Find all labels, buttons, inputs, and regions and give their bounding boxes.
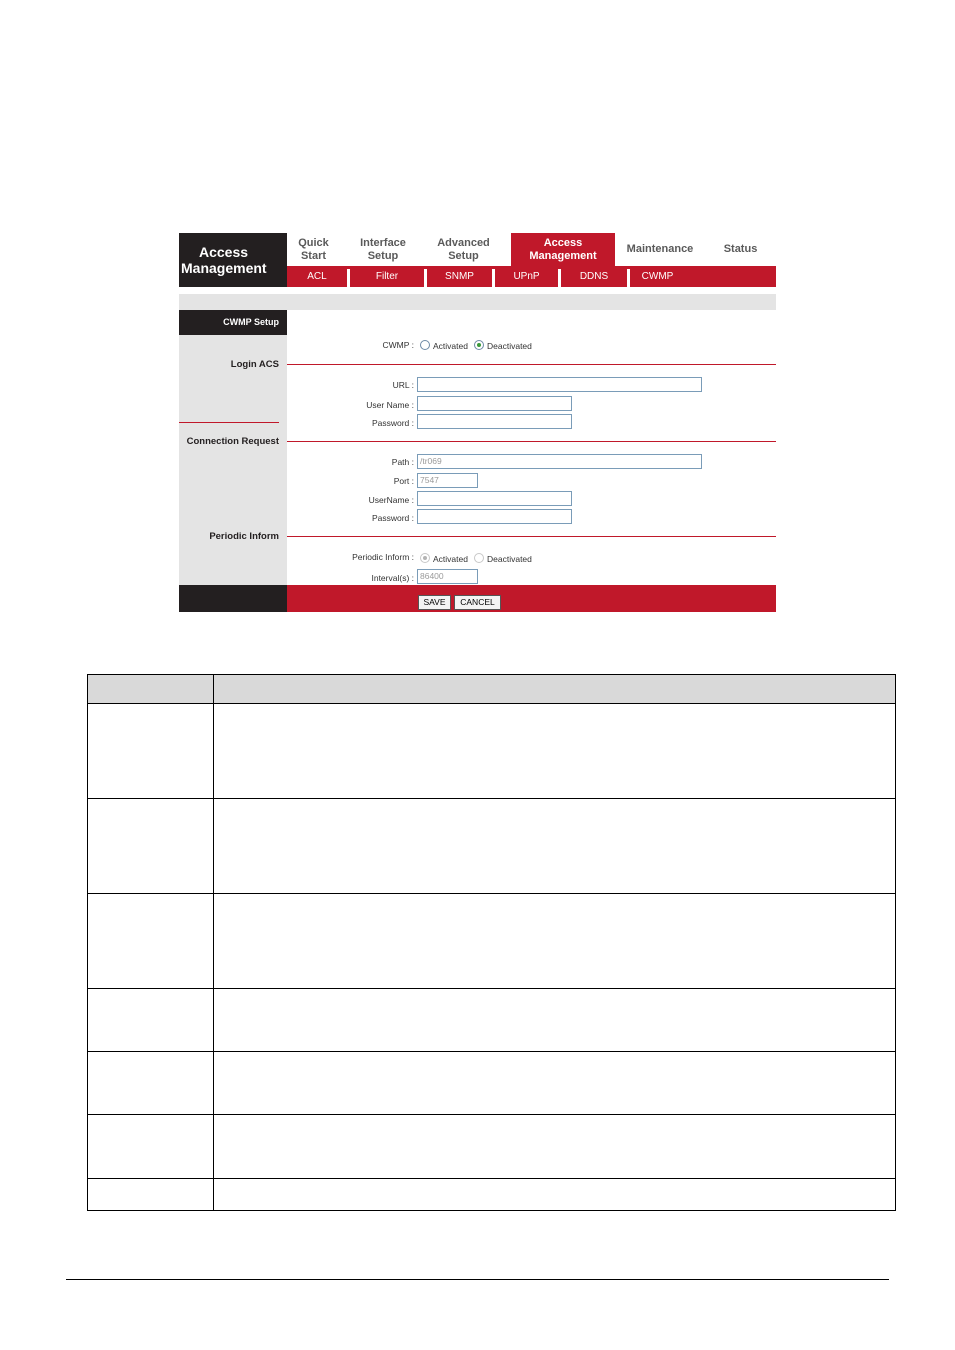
periodic-inform-deactivated-label: Deactivated [487, 554, 532, 564]
periodic-inform-activated-label: Activated [433, 554, 468, 564]
acs-user-name-input[interactable] [417, 396, 572, 411]
parameter-table [87, 674, 896, 1211]
sidebar [179, 310, 287, 585]
cr-user-name-input[interactable] [417, 491, 572, 506]
table-cell [88, 1052, 214, 1115]
path-label: Path : [391, 457, 414, 467]
section-divider [287, 441, 776, 442]
nav-advanced-setup[interactable]: Advanced Setup [437, 236, 490, 262]
sidebar-divider [179, 422, 279, 423]
table-cell [213, 799, 895, 894]
table-row [88, 1115, 896, 1179]
section-divider [287, 364, 776, 365]
table-row [88, 1179, 896, 1211]
subnav-upnp[interactable]: UPnP [513, 271, 540, 282]
nav-interface-setup[interactable]: Interface Setup [360, 236, 406, 262]
port-input[interactable]: 7547 [417, 473, 478, 488]
acs-password-label: Password : [371, 418, 414, 428]
table-header-cell [88, 675, 214, 704]
url-input[interactable] [417, 377, 702, 392]
periodic-inform-activated-radio[interactable] [420, 553, 430, 563]
table-cell [213, 1179, 895, 1211]
table-row [88, 989, 896, 1052]
table-cell [88, 799, 214, 894]
table-cell [213, 1052, 895, 1115]
brand-title [179, 233, 287, 287]
footer-button-bar [287, 585, 776, 612]
cwmp-activated-radio[interactable] [420, 340, 430, 350]
subnav-cwmp[interactable]: CWMP [641, 271, 674, 282]
table-row [88, 799, 896, 894]
nav-quick-start[interactable]: Quick Start [298, 236, 329, 262]
acs-password-input[interactable] [417, 414, 572, 429]
spacer-band [179, 287, 776, 294]
save-button[interactable]: SAVE [418, 595, 451, 610]
nav-maintenance[interactable]: Maintenance [626, 243, 694, 255]
sidebar-header-cwmp-setup: CWMP Setup [179, 310, 287, 335]
table-cell [213, 989, 895, 1052]
table-row [88, 894, 896, 989]
table-row [88, 1052, 896, 1115]
url-label: URL : [392, 380, 414, 390]
table-cell [88, 989, 214, 1052]
periodic-inform-label: Periodic Inform : [352, 552, 414, 562]
cwmp-deactivated-radio[interactable] [474, 340, 484, 350]
table-cell [88, 894, 214, 989]
port-label: Port : [393, 476, 414, 486]
table-header-cell [213, 675, 895, 704]
table-cell [213, 704, 895, 799]
page-footer-rule [66, 1279, 889, 1280]
cancel-button[interactable]: CANCEL [454, 595, 501, 610]
subnav-filter[interactable]: Filter [375, 271, 399, 282]
cr-password-label: Password : [371, 513, 414, 523]
periodic-inform-deactivated-radio[interactable] [474, 553, 484, 563]
nav-access-management[interactable]: Access Management [511, 233, 615, 266]
subnav-ddns[interactable]: DDNS [579, 271, 609, 282]
cwmp-activated-label: Activated [433, 341, 468, 351]
interval-input[interactable]: 86400 [417, 569, 478, 584]
router-config-screenshot [179, 233, 776, 612]
footer-left-bar [179, 585, 287, 612]
sub-navigation [287, 266, 776, 287]
cr-password-input[interactable] [417, 509, 572, 524]
section-login-acs: Login ACS [230, 359, 279, 370]
table-row [88, 704, 896, 799]
table-cell [213, 894, 895, 989]
cr-user-name-label: UserName : [368, 495, 414, 505]
brand-line-1: Access [199, 244, 249, 260]
grey-band [179, 294, 776, 310]
table-cell [88, 1179, 214, 1211]
table-header-row [88, 675, 896, 704]
subnav-snmp[interactable]: SNMP [445, 271, 474, 282]
nav-status[interactable]: Status [723, 243, 758, 255]
table-cell [88, 1115, 214, 1179]
section-periodic-inform: Periodic Inform [209, 531, 279, 542]
brand-line-2: Management [181, 260, 267, 276]
path-input[interactable]: /tr069 [417, 454, 702, 469]
table-cell [88, 704, 214, 799]
interval-label: Interval(s) : [371, 573, 414, 583]
section-connection-request: Connection Request [186, 436, 279, 447]
cwmp-label: CWMP : [382, 340, 414, 350]
table-cell [213, 1115, 895, 1179]
section-divider [287, 536, 776, 537]
cwmp-deactivated-label: Deactivated [487, 341, 532, 351]
acs-user-name-label: User Name : [366, 400, 414, 410]
subnav-acl[interactable]: ACL [307, 271, 327, 282]
top-navigation [287, 233, 776, 266]
